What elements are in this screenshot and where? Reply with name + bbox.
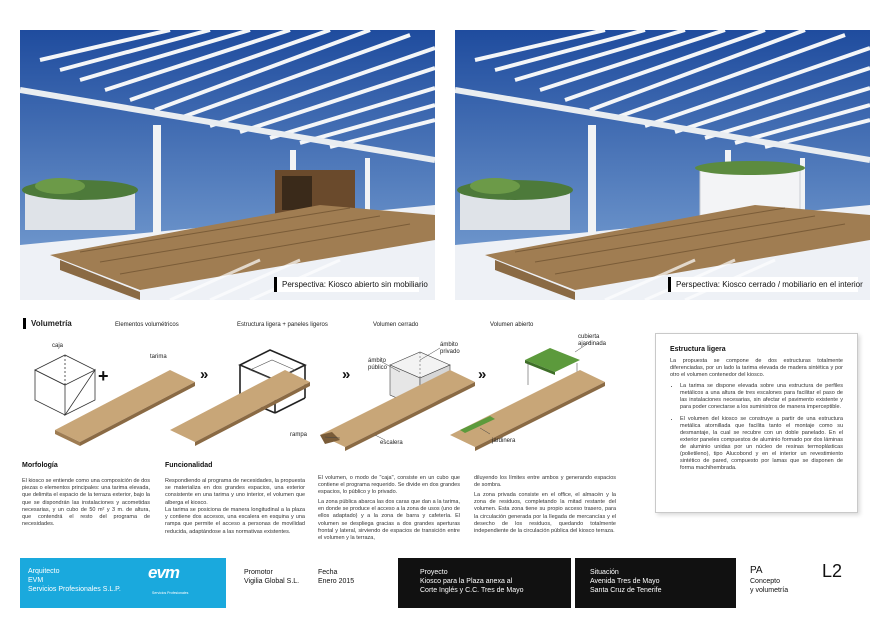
label-caja: caja bbox=[52, 343, 64, 349]
text-morfologia: El kiosco se entiende como una composición de dos piezas o elementos principales: una tarima elevada, que delimita el espacio de la terraza exterior, bajo la que se dispondrán las instalaciones y acometidas necesarias, y un cubo de 50 m² y 3 m. de altura, que contendrá el resto del programa de necesidades. bbox=[22, 478, 150, 528]
render-kiosco-abierto bbox=[20, 30, 435, 300]
evm-logo: evm bbox=[148, 563, 180, 582]
infobox-bullet-2: • El volumen del kiosco se construye a partir de una estructura metálica atornillada que facilita tanto el montaje como su desmantaje, la cual se recubre con un doble panelado. En el exterior paneles compuestos de aluminio formado por dos láminas de aluminio unidas por un núcleo de resinas termoplásticas (polietileno), tipo Alucobond y en el interior un revestimiento sintético de pared, compuesto por lamas que se disponen de forma machihembrada. bbox=[680, 416, 843, 472]
render-caption-right: Perspectiva: Kiosco cerrado / mobiliario en el interior bbox=[668, 277, 858, 292]
section-title: Volumetría bbox=[23, 318, 72, 329]
footer-pa-line1: Concepto bbox=[750, 578, 780, 585]
text-zona-1: diluyendo los límites entre ambos y generando espacios de sombra. bbox=[474, 475, 616, 489]
step-title-1: Elementos volumétricos bbox=[115, 322, 179, 328]
footer-situacion-line2: Santa Cruz de Tenerife bbox=[590, 587, 662, 594]
footer-proyecto-line2: Corte Inglés y C.C. Tres de Mayo bbox=[420, 587, 524, 594]
estructura-ligera-box bbox=[655, 333, 858, 513]
footer-fecha-label: Fecha bbox=[318, 569, 338, 576]
footer-pa-label: PA bbox=[750, 565, 763, 576]
footer-arquitecto-line2: Servicios Profesionales S.L.P. bbox=[28, 586, 121, 593]
footer-situacion-label: Situación bbox=[590, 569, 619, 576]
footer-promotor-value: Vigilia Global S.L. bbox=[244, 578, 300, 585]
footer-arquitecto-label: Arquitecto bbox=[28, 568, 60, 575]
infobox-heading: Estructura ligera bbox=[670, 346, 726, 353]
footer-situacion-line1: Avenida Tres de Mayo bbox=[590, 578, 660, 585]
step-title-2: Estructura ligera + paneles ligeros bbox=[237, 322, 328, 328]
render-kiosco-cerrado bbox=[455, 30, 870, 300]
evm-logo-sub: Servicios Profesionales bbox=[152, 591, 189, 595]
text-volumen-2: La zona pública abarca las dos caras que dan a la tarima, en donde se produce el acceso a la zona de usos (uno de ellos adaptado) y a la zona de barra y cafetería. El volumen se despliega gracias a dos grandes aperturas frontal y lateral, sirviendo de espacios de transición entre el volumen y la terraza, bbox=[318, 499, 460, 542]
arrow-2: » bbox=[342, 366, 351, 383]
infobox-intro: La propuesta se compone de dos estructuras totalmente diferenciadas, por un lado la tarima elevada de madera sintética y por otro el volumen contenedor del kiosco. bbox=[670, 358, 843, 378]
label-jardinera: jardinera bbox=[492, 438, 516, 444]
footer-proyecto-line1: Kiosco para la Plaza anexa al bbox=[420, 578, 513, 585]
footer-fecha-value: Enero 2015 bbox=[318, 578, 355, 585]
arrow-1: » bbox=[200, 366, 209, 383]
infobox-bullet-1: • La tarima se dispone elevada sobre una estructura de perfiles metálicos a una altura de tres escalones para facilitar el paso de las instalaciones necesarias, sin afectar el pavimento existente y para poder conectarse a los suministros de manera imperceptible. bbox=[680, 383, 843, 411]
cube-wireframe bbox=[35, 355, 95, 415]
sheet-number: L2 bbox=[822, 561, 843, 581]
label-cubierta: cubierta ajardinada bbox=[578, 334, 607, 347]
render-caption-left: Perspectiva: Kiosco abierto sin mobiliario bbox=[274, 277, 419, 292]
footer-architect-block bbox=[20, 558, 226, 608]
text-zona-2: La zona privada consiste en el office, el almacén y la zona de residuos, completando la mitad restante del volumen. Esta zona tiene su propio acceso trasero, para la circulación generada por la llegada de mercancías y el desecho de los residuos, quedando totalmente independiente de la circulación pública del kiosco terraza. bbox=[474, 492, 616, 535]
label-ambito-publico: ámbito público bbox=[368, 358, 388, 371]
label-rampa: rampa bbox=[290, 432, 308, 438]
footer-promotor-label: Promotor bbox=[244, 569, 273, 576]
footer-arquitecto-line1: EVM bbox=[28, 577, 44, 584]
step-title-3: Volumen cerrado bbox=[373, 322, 419, 328]
plus-sign: + bbox=[98, 366, 109, 386]
label-escalera: escalera bbox=[380, 440, 403, 446]
footer-proyecto-label: Proyecto bbox=[420, 569, 448, 576]
text-funcionalidad-1: Respondiendo al programa de necesidades, la propuesta se materializa en dos grandes espacios, una exterior consistente en una tarima y uno interior, el volumen que alberga el kiosco. bbox=[165, 478, 305, 506]
footer-pa-line2: y volumetría bbox=[750, 587, 789, 594]
text-volumen-1: El volumen, o modo de "caja", consiste en un cubo que contiene el programa requerido. Se divide en dos grandes espacios, lo público y lo privado. bbox=[318, 475, 460, 496]
step-title-4: Volumen abierto bbox=[490, 322, 534, 328]
heading-funcionalidad: Funcionalidad bbox=[165, 462, 213, 469]
volumetry-diagrams bbox=[20, 330, 660, 455]
arrow-3: » bbox=[478, 366, 487, 383]
heading-morfologia: Morfología bbox=[22, 462, 58, 469]
title-block bbox=[0, 558, 880, 608]
text-funcionalidad-2: La tarima se posiciona de manera longitudinal a la plaza y contiene dos accesos, una escalera en esquina y una rampa que permite el acceso a personas de movilidad reducida, adaptándose a las normativas existentes. bbox=[165, 507, 305, 535]
tarima-plank bbox=[55, 370, 195, 446]
label-ambito-privado: ámbito privado bbox=[440, 342, 460, 355]
infobox-list bbox=[670, 383, 843, 472]
label-tarima: tarima bbox=[150, 354, 167, 360]
